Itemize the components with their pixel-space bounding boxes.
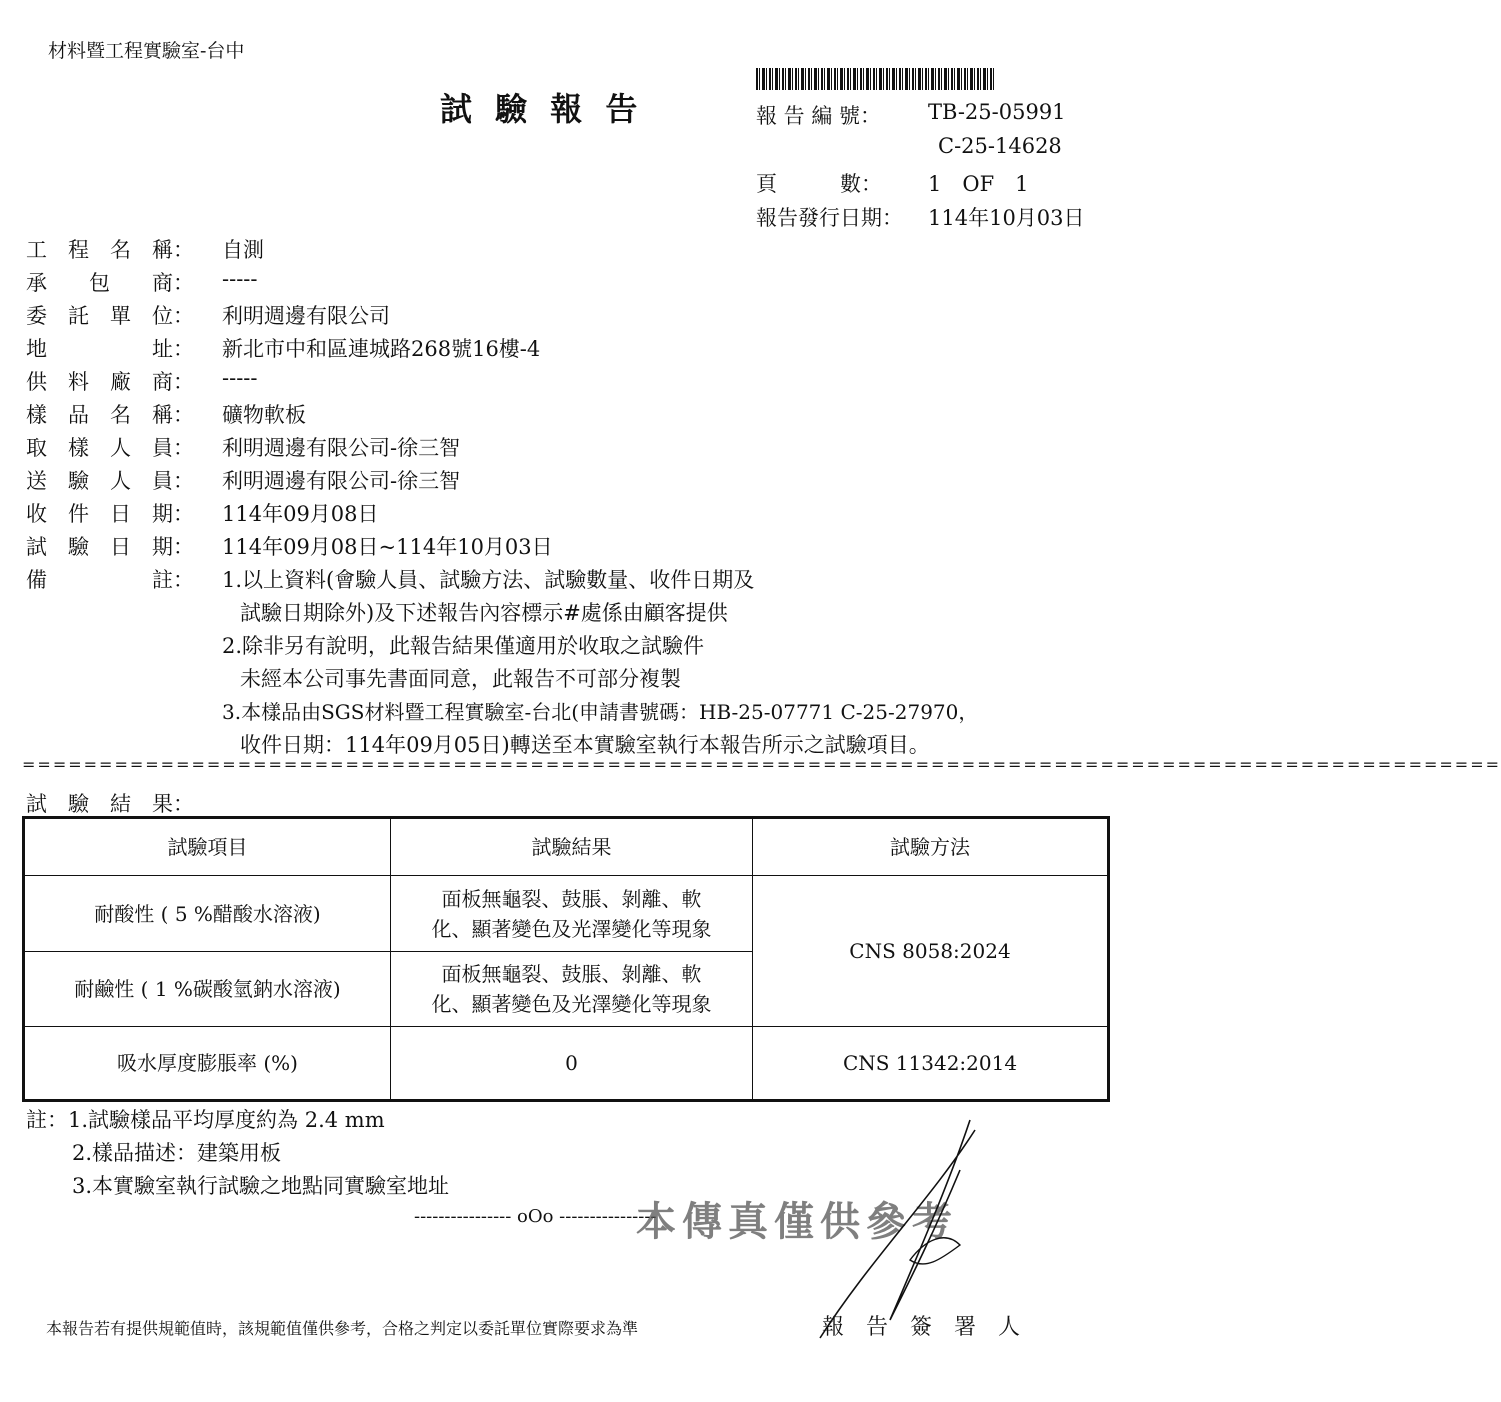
- results-table: [22, 816, 1110, 1102]
- remark-line-4: 未經本公司事先書面同意，此報告不可部分複製: [240, 667, 681, 691]
- remark-line-5: 3.本樣品由SGS材料暨工程實驗室-台北(申請書號碼：HB-25-07771 C-25-27970，: [222, 700, 979, 724]
- rows-1-2-method: CNS 8058:2024: [849, 939, 1011, 963]
- rows-1-2-left: [25, 876, 753, 1026]
- issue-date-label: 報告發行日期：: [756, 206, 903, 230]
- row1-result-line1: 面板無龜裂、鼓脹、剝離、軟: [441, 886, 702, 911]
- field-value-sample-name: 礦物軟板: [222, 403, 306, 427]
- report-number-label: 報 告 編 號：: [756, 104, 882, 128]
- table-row: [25, 951, 753, 1026]
- remarks-label: 備 註：: [26, 568, 194, 592]
- row3-method: CNS 11342:2014: [842, 1051, 1018, 1075]
- remark-line-6: 收件日期：114年09月05日)轉送至本實驗室執行本報告所示之試驗項目。: [240, 733, 930, 757]
- table-row: [25, 1026, 1107, 1099]
- field-label-receipt-date: 收 件 日 期：: [26, 502, 194, 526]
- row2-result-line2: 化、顯著變色及光澤變化等現象: [431, 992, 712, 1016]
- field-label-sampler: 取 樣 人 員：: [26, 436, 194, 460]
- field-value-contractor: -----: [222, 267, 258, 291]
- pages-label: 頁 數：: [756, 172, 882, 196]
- document-title: 試 驗 報 告: [440, 90, 644, 128]
- table-body-rows-1-2: [25, 875, 1107, 1026]
- note-line-1: 註：1.試驗樣品平均厚度約為 2.4 mm: [26, 1108, 385, 1132]
- signer-label: 報 告 簽 署 人: [822, 1315, 1021, 1340]
- field-value-project-name: 自測: [222, 238, 264, 262]
- field-label-test-date: 試 驗 日 期：: [26, 535, 194, 559]
- report-number-1: TB-25-05991: [928, 100, 1066, 124]
- remark-line-1: 1.以上資料(會驗人員、試驗方法、試驗數量、收件日期及: [222, 568, 755, 592]
- barcode: [756, 68, 996, 90]
- table-header-row: [25, 819, 1107, 875]
- row3-result: 0: [391, 1027, 753, 1099]
- note-line-2: 2.樣品描述：建築用板: [72, 1141, 282, 1165]
- row2-result-line1: 面板無龜裂、鼓脹、剝離、軟: [441, 962, 702, 986]
- note-line-3: 3.本實驗室執行試驗之地點同實驗室地址: [72, 1174, 450, 1198]
- header-test-item: 試驗項目: [25, 819, 391, 875]
- pages-value: 1 OF 1: [928, 172, 1029, 196]
- field-value-test-date: 114年09月08日~114年10月03日: [222, 535, 553, 559]
- field-label-supplier: 供 料 廠 商：: [26, 370, 194, 394]
- table-row: [25, 876, 753, 951]
- field-label-address: 地 址：: [26, 337, 194, 361]
- field-value-supplier: -----: [222, 366, 258, 390]
- field-value-address: 新北市中和區連城路268號16樓-4: [222, 337, 541, 361]
- remark-line-2: 試驗日期除外)及下述報告內容標示#處係由顧客提供: [240, 601, 728, 625]
- header-test-result: 試驗結果: [391, 819, 753, 875]
- lab-name: 材料暨工程實驗室-台中: [48, 40, 245, 62]
- issue-date-value: 114年10月03日: [928, 206, 1085, 230]
- field-value-submitter: 利明週邊有限公司-徐三智: [222, 469, 461, 493]
- row3-item: 吸水厚度膨脹率 (%): [25, 1027, 391, 1099]
- report-number-2: C-25-14628: [938, 134, 1062, 158]
- results-label: 試 驗 結 果：: [26, 792, 194, 816]
- reference-stamp: 本傳真僅供參考: [636, 1198, 958, 1245]
- field-label-client: 委 託 單 位：: [26, 304, 194, 328]
- row1-result-line2: 化、顯著變色及光澤變化等現象: [431, 916, 712, 941]
- field-label-contractor: 承 包 商：: [26, 271, 194, 295]
- row1-item: 耐酸性 ( 5 %醋酸水溶液): [25, 876, 391, 951]
- remark-line-3: 2.除非另有說明，此報告結果僅適用於收取之試驗件: [222, 634, 705, 658]
- row2-item: 耐鹼性 ( 1 %碳酸氫鈉水溶液): [25, 952, 391, 1026]
- end-of-report-mark: ---------------- oOo ----------------: [414, 1206, 657, 1227]
- header-test-method: 試驗方法: [890, 835, 970, 859]
- double-line-separator: ================================================================================================: [22, 755, 1501, 774]
- field-value-receipt-date: 114年09月08日: [222, 502, 379, 526]
- row1-result: [391, 876, 753, 951]
- field-label-project-name: 工 程 名 稱：: [26, 238, 194, 262]
- field-label-submitter: 送 驗 人 員：: [26, 469, 194, 493]
- field-value-sampler: 利明週邊有限公司-徐三智: [222, 436, 461, 460]
- field-value-client: 利明週邊有限公司: [222, 304, 390, 328]
- field-label-sample-name: 樣 品 名 稱：: [26, 403, 194, 427]
- footer-disclaimer: 本報告若有提供規範值時，該規範值僅供參考，合格之判定以委託單位實際要求為準: [46, 1319, 639, 1338]
- row2-result: [391, 952, 753, 1026]
